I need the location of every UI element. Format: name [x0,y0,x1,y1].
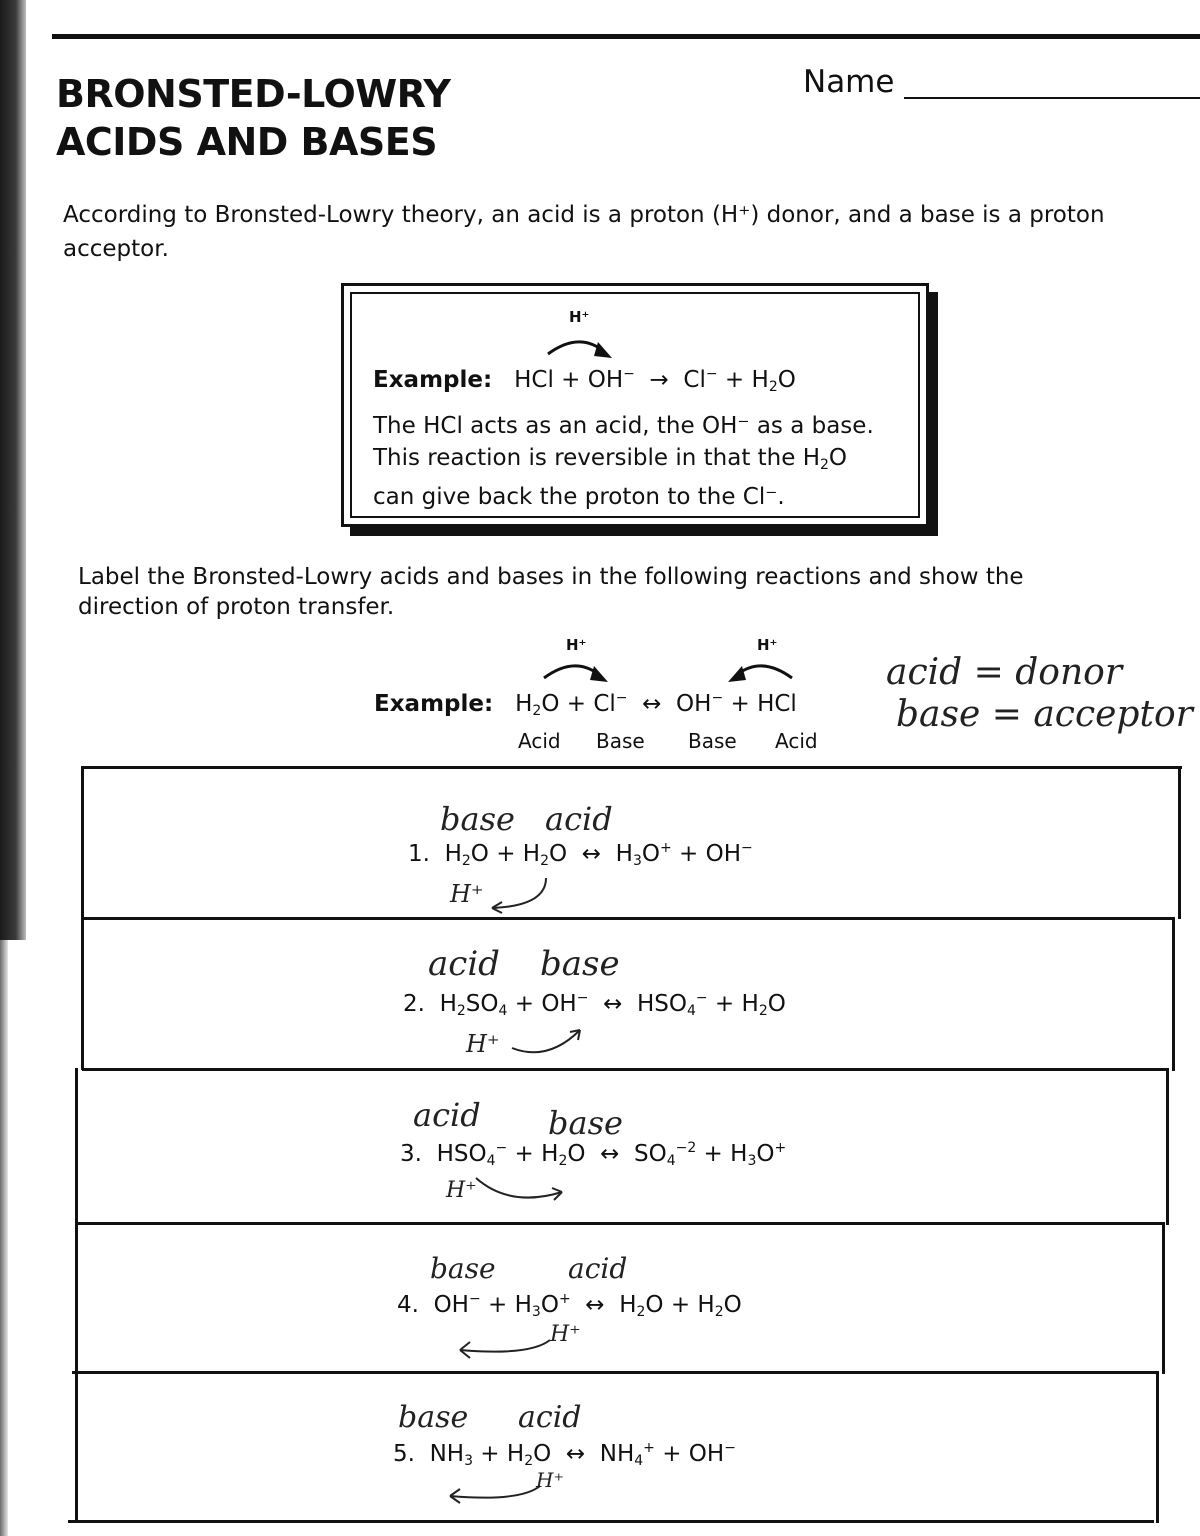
problem-3-equation: 3. $HSO_4^- + H_2O$ ↔ $SO_4^{-2} + H_3O^+$ [400,1140,787,1169]
problem-5-proton: H⁺ [536,1468,564,1492]
problem-3-label-acid: acid [413,1096,481,1134]
problem-3-label-base: base [548,1104,623,1142]
problem-4-label-base: base [430,1252,496,1285]
title-line-2: ACIDS AND BASES [56,120,438,164]
worked-example-label: Example: [374,691,494,717]
table-border-left-bottom [75,1068,78,1523]
problem-1-label-base: base [440,800,515,838]
problem-5-arrow-icon [440,1482,550,1508]
table-border-right-5 [1156,1371,1159,1523]
title-line-1: BRONSTED-LOWRY [56,72,451,116]
worked-example-proton-left: H⁺ [566,636,587,654]
problem-4-number: 4. [397,1292,419,1318]
table-divider-3 [76,1222,1164,1225]
table-border-right-1 [1178,766,1181,919]
intro-text [63,198,1200,266]
table-divider-1 [82,917,1174,920]
problem-5-label-acid: acid [518,1400,582,1435]
example-explanation-line-2: This reaction is reversible in that the $H_2O$ [373,445,848,473]
handwritten-note-acid: acid = donor [886,652,1123,693]
problem-5-equation: 5. $NH_3 + H_2O$ ↔ $NH_4^+ + OH^-$ [393,1440,736,1469]
problem-5-number: 5. [393,1441,415,1467]
problem-2-arrow-icon [508,1022,594,1058]
worked-example-label-acid-2: Acid [775,729,818,753]
instructions-line-2: direction of proton transfer. [78,594,395,620]
worked-example-proton-right: H⁺ [757,636,778,654]
problem-4-arrow-icon [450,1334,560,1364]
problem-1-label-acid: acid [545,800,613,838]
table-border-top [82,766,1182,769]
example-explanation-line-2-end: O [828,445,848,471]
table-border-right-2 [1172,917,1175,1071]
problem-2-label-acid: acid [428,944,500,984]
instructions [78,562,1138,622]
name-label: Name [803,64,895,100]
handwritten-note-base: base = acceptor [896,694,1193,735]
problem-1-number: 1. [408,841,430,867]
problem-2-proton: H⁺ [466,1030,500,1058]
page-title [56,70,450,166]
worked-example-label-acid-1: Acid [518,729,561,753]
problem-4-label-acid: acid [568,1252,628,1285]
scan-shadow-lower [0,940,8,1536]
problem-1-arrow-icon [480,876,560,916]
proton-label: H⁺ [569,308,590,326]
problem-3-proton: H⁺ [446,1178,477,1203]
problem-4-equation: 4. $OH^- + H_3O^+$ ↔ $H_2O + H_2O$ [397,1291,742,1320]
problem-2-label-base: base [540,944,620,984]
table-border-right-3 [1166,1068,1169,1225]
table-border-right-4 [1162,1222,1165,1374]
problem-3-number: 3. [400,1141,422,1167]
problem-2-number: 2. [403,991,425,1017]
example-box [341,283,929,527]
worked-example-label-base-2: Base [688,729,737,753]
worked-example-label-base-1: Base [596,729,645,753]
problem-4-proton: H⁺ [550,1322,581,1347]
top-rule [52,34,1200,39]
example-explanation-line-2-start: This reaction is reversible in that the H [373,445,820,471]
example-label: Example: [373,367,493,393]
example-equation: Example: HCl + $OH^- \to Cl^- + H_2O$ [373,366,796,395]
problem-3-arrow-icon [470,1172,570,1208]
scan-shadow [0,0,26,940]
table-border-bottom [68,1520,1154,1523]
example-explanation-line-1: The HCl acts as an acid, the OH⁻ as a base. [373,413,874,439]
worked-example-equation: Example: $H_2O + Cl^-$ ↔ OH− + HCl [374,690,797,719]
table-divider-4 [72,1371,1158,1374]
table-border-left-top [81,766,84,1070]
problem-5-label-base: base [398,1400,469,1435]
worked-example-arrow-right-icon [540,656,612,686]
problem-1-equation: 1. $H_2O + H_2O$ ↔ $H_3O^+ + OH^-$ [408,840,753,869]
proton-transfer-arrow-icon [544,332,616,362]
example-explanation-line-3: can give back the proton to the Cl⁻. [373,484,785,510]
example-explanation [373,410,874,513]
intro-line-2: acceptor. [63,236,169,262]
worked-example-arrow-left-icon [724,656,796,686]
table-divider-2 [82,1068,1168,1071]
intro-line-1: According to Bronsted-Lowry theory, an acid is a proton (H⁺) donor, and a base is a proton [63,202,1105,228]
problem-1-proton: H⁺ [450,880,484,908]
instructions-line-1: Label the Bronsted-Lowry acids and bases in the following reactions and show the [78,564,1024,590]
name-blank-line[interactable] [904,97,1200,99]
problem-2-equation: 2. $H_2SO_4 + OH^-$ ↔ $HSO_4^- + H_2O$ [403,990,786,1019]
